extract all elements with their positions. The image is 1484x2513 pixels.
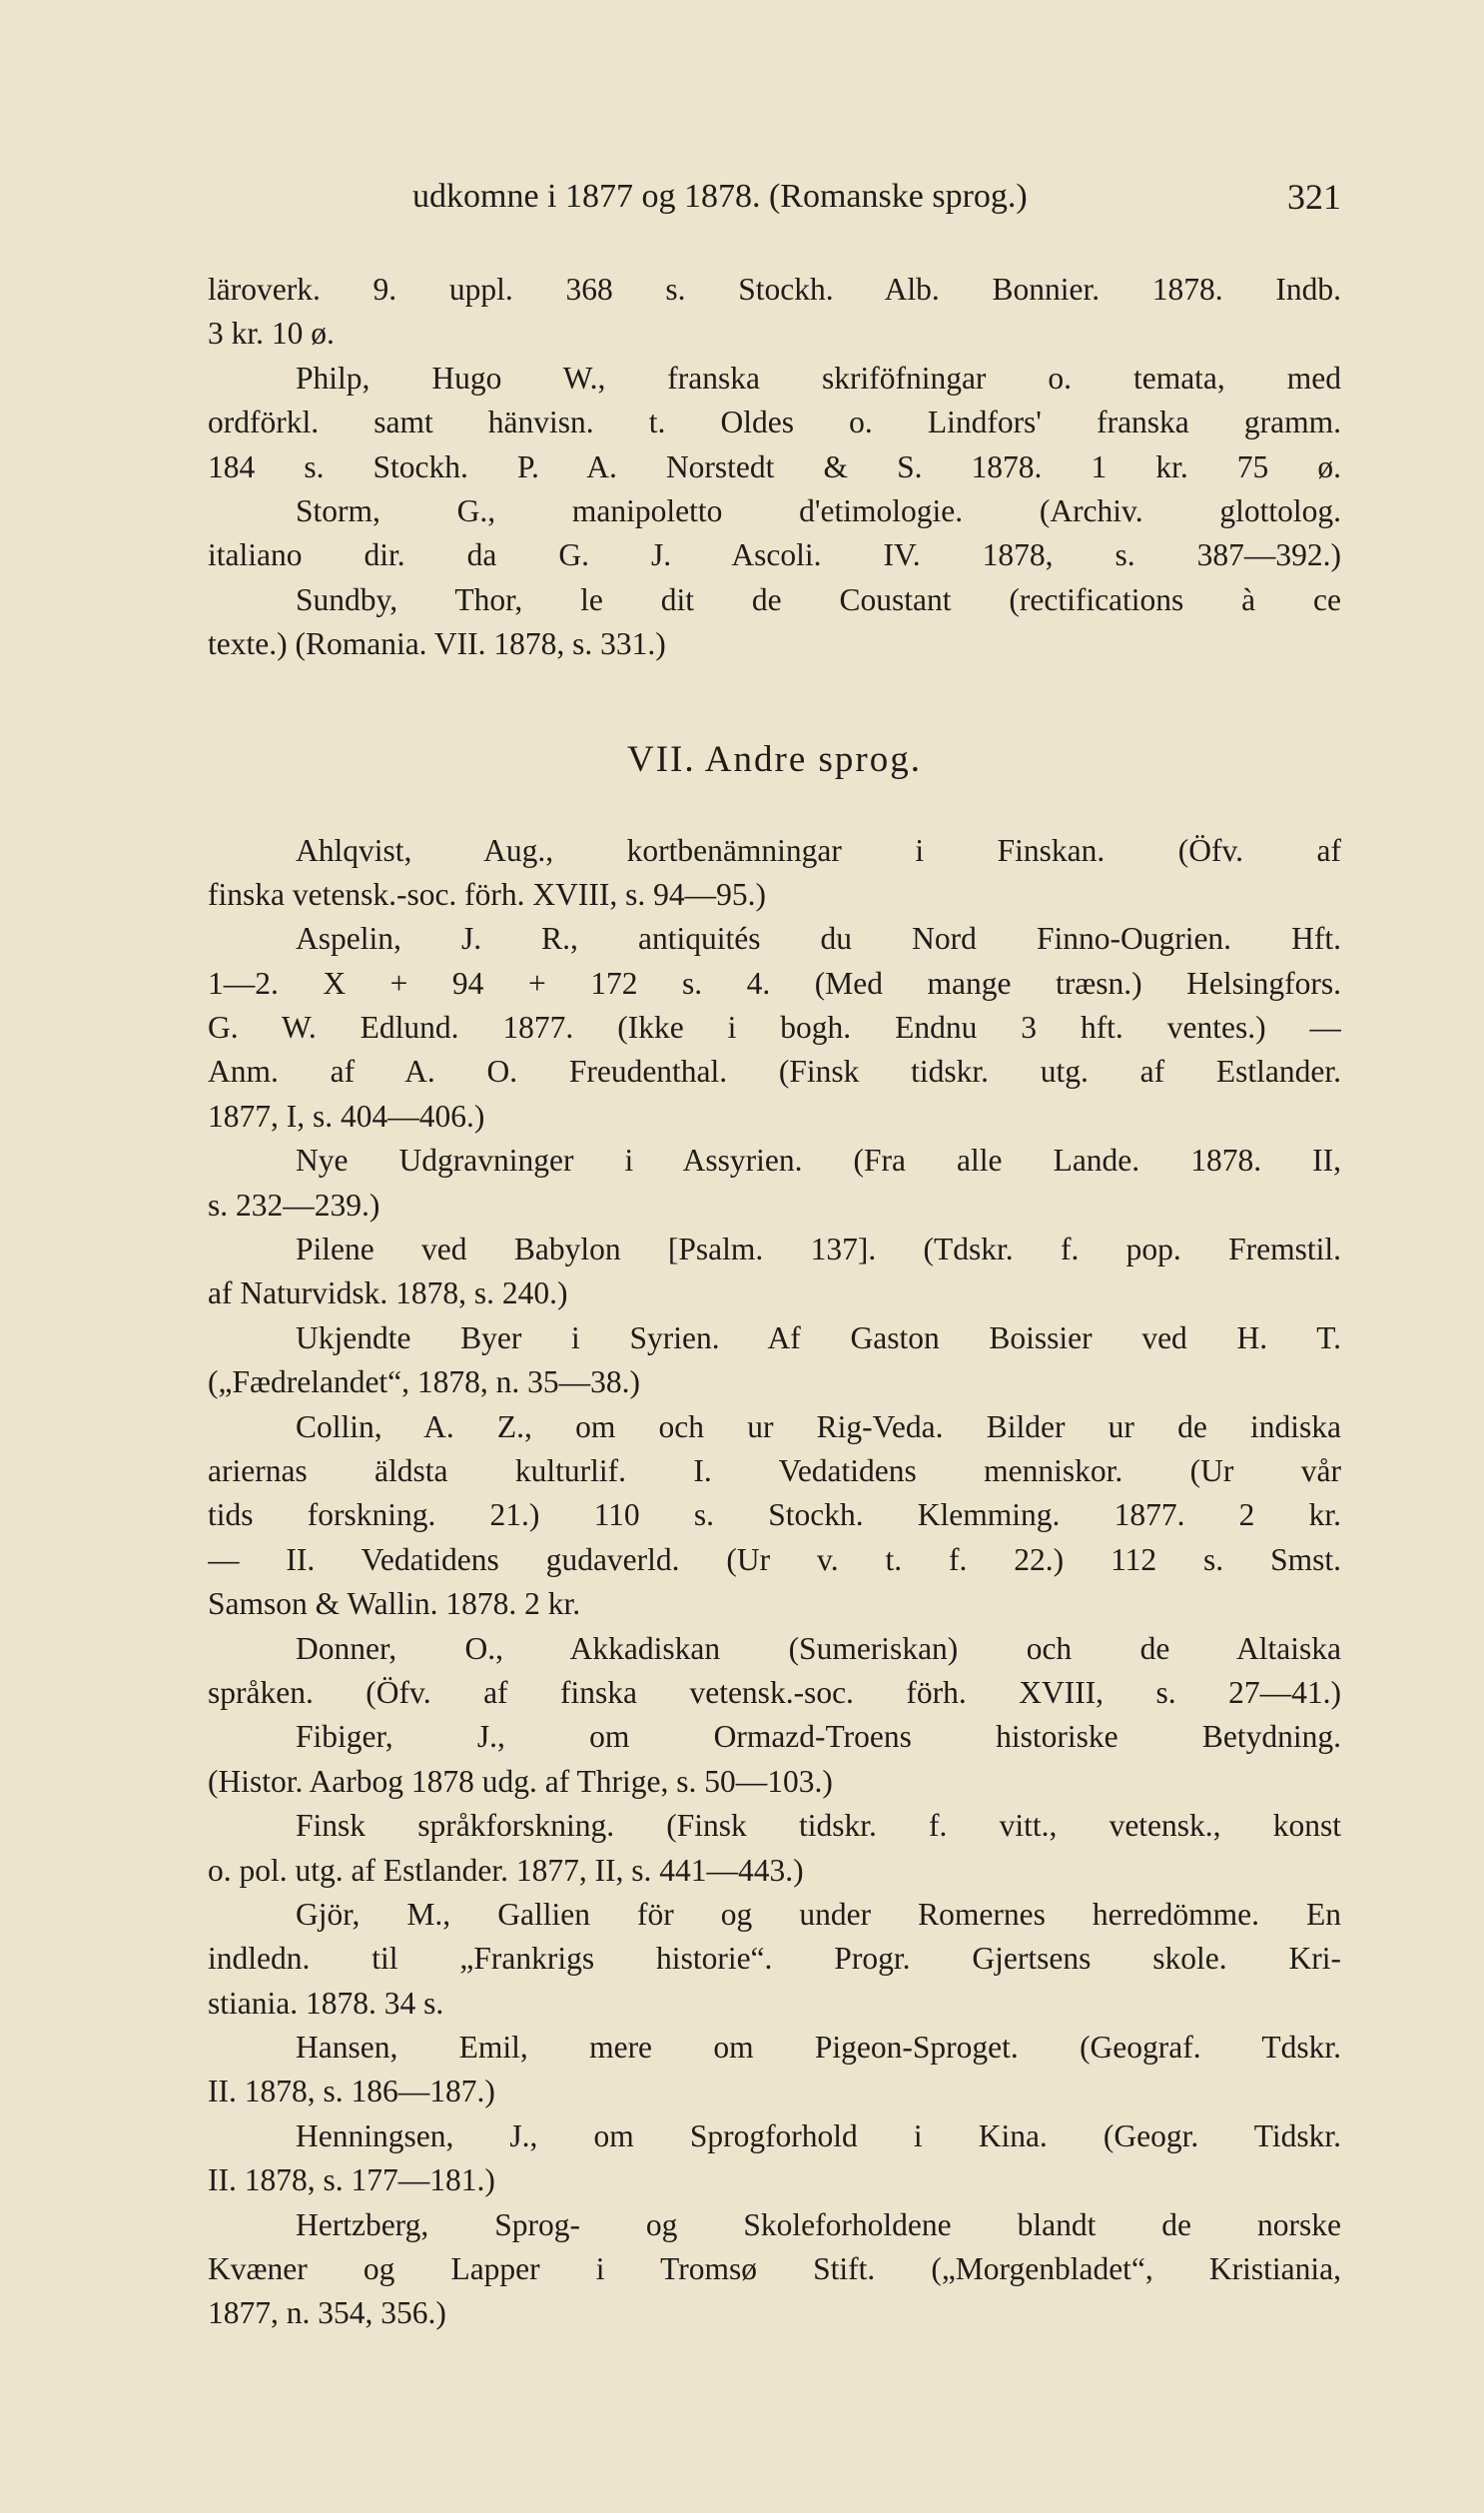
bibliography-entry: [208, 2203, 1341, 2336]
text-line: 1877, I, s. 404—406.): [208, 1098, 485, 1134]
page-number: 321: [1287, 177, 1341, 217]
text-line: Sundby, Thor, le dit de Coustant (rectifications à ce: [296, 581, 1341, 617]
bibliography-entry: [208, 489, 1341, 578]
text-line: Kvæner og Lapper i Tromsø Stift. („Morgenbladet“, Kristiania,: [208, 2251, 1341, 2287]
text-line: Henningsen, J., om Sprogforhold i Kina. (Geogr. Tidskr.: [296, 2117, 1341, 2153]
bibliography-entry: [208, 1228, 1341, 1316]
text-line: italiano dir. da G. J. Ascoli. IV. 1878, s. 387—392.): [208, 537, 1341, 573]
text-line: Anm. af A. O. Freudenthal. (Finsk tidskr. utg. af Estlander.: [208, 1054, 1341, 1090]
text-line: språken. (Öfv. af finska vetensk.-soc. förh. XVIII, s. 27—41.): [208, 1674, 1341, 1710]
bibliography-entry: [208, 1139, 1341, 1228]
text-line: finska vetensk.-soc. förh. XVIII, s. 94—95.): [208, 876, 767, 912]
page-header: [208, 172, 1341, 222]
text-line: Philp, Hugo W., franska skriföfningar o. temata, med: [296, 360, 1341, 396]
text-line: ariernas äldsta kulturlif. I. Vedatidens menniskor. (Ur vår: [208, 1452, 1341, 1488]
text-line: Aspelin, J. R., antiquités du Nord Finno-Ougrien. Hft.: [296, 921, 1341, 957]
bibliography-entry: [208, 1405, 1341, 1627]
text-line: Ukjendte Byer i Syrien. Af Gaston Boissier ved H. T.: [296, 1319, 1341, 1355]
text-line: 1877, n. 354, 356.): [208, 2295, 446, 2331]
text-line: Gjör, M., Gallien för og under Romernes herredömme. En: [296, 1896, 1341, 1932]
text-line: stiania. 1878. 34 s.: [208, 1985, 444, 2021]
text-line: Hertzberg, Sprog- og Skoleforholdene blandt de norske: [296, 2206, 1341, 2242]
bibliography-entry: [208, 1316, 1341, 1405]
running-title: udkomne i 1877 og 1878. (Romanske sprog.): [412, 178, 1028, 215]
bibliography-entry: [208, 268, 1341, 357]
text-line: Collin, A. Z., om och ur Rig-Veda. Bilder ur de indiska: [296, 1408, 1341, 1444]
text-line: Donner, O., Akkadiskan (Sumeriskan) och de Altaiska: [296, 1630, 1341, 1666]
text-line: Pilene ved Babylon [Psalm. 137]. (Tdskr. f. pop. Fremstil.: [296, 1232, 1341, 1267]
text-line: s. 232—239.): [208, 1187, 380, 1223]
text-line: Ahlqvist, Aug., kortbenämningar i Finskan. (Öfv. af: [296, 832, 1341, 868]
bibliography-entry: [208, 2026, 1341, 2114]
bibliography-entry: [208, 1715, 1341, 1804]
text-line: 1—2. X + 94 + 172 s. 4. (Med mange træsn.) Helsingfors.: [208, 965, 1341, 1001]
bibliography-entry: [208, 917, 1341, 1139]
text-line: II. 1878, s. 177—181.): [208, 2162, 495, 2198]
bibliography-entry: [208, 829, 1341, 918]
text-line: Finsk språkforskning. (Finsk tidskr. f. vitt., vetensk., konst: [296, 1808, 1341, 1844]
text-line: Storm, G., manipoletto d'etimologie. (Archiv. glottolog.: [296, 492, 1341, 528]
bibliography-entry: [208, 578, 1341, 667]
page-body: [208, 268, 1341, 2336]
text-line: af Naturvidsk. 1878, s. 240.): [208, 1275, 568, 1311]
text-line: Samson & Wallin. 1878. 2 kr.: [208, 1586, 581, 1622]
section-heading: VII. Andre sprog.: [626, 738, 922, 780]
bibliography-entry: [208, 1804, 1341, 1893]
text-line: 3 kr. 10 ø.: [208, 316, 335, 352]
text-line: Fibiger, J., om Ormazd-Troens historiske Betydning.: [296, 1719, 1341, 1755]
text-line: o. pol. utg. af Estlander. 1877, II, s. 441—443.): [208, 1852, 804, 1888]
text-line: tids forskning. 21.) 110 s. Stockh. Klemming. 1877. 2 kr.: [208, 1497, 1341, 1533]
text-line: (Histor. Aarbog 1878 udg. af Thrige, s. 50—103.): [208, 1763, 833, 1799]
text-line: Hansen, Emil, mere om Pigeon-Sproget. (Geograf. Tdskr.: [296, 2030, 1341, 2066]
text-line: texte.) (Romania. VII. 1878, s. 331.): [208, 626, 666, 662]
text-line: („Fædrelandet“, 1878, n. 35—38.): [208, 1364, 641, 1400]
text-line: 184 s. Stockh. P. A. Norstedt & S. 1878. 1 kr. 75 ø.: [208, 448, 1341, 484]
bibliography-entry: [208, 357, 1341, 489]
bibliography-entry: [208, 2114, 1341, 2203]
text-line: — II. Vedatidens gudaverld. (Ur v. t. f. 22.) 112 s. Smst.: [208, 1541, 1341, 1577]
text-line: indledn. til „Frankrigs historie“. Progr. Gjertsens skole. Kri-: [208, 1941, 1341, 1977]
text-line: läroverk. 9. uppl. 368 s. Stockh. Alb. Bonnier. 1878. Indb.: [208, 272, 1341, 307]
bibliography-entry: [208, 1893, 1341, 2026]
text-line: ordförkl. samt hänvisn. t. Oldes o. Lindfors' franska gramm.: [208, 405, 1341, 440]
text-line: II. 1878, s. 186—187.): [208, 2074, 495, 2109]
bibliography-entry: [208, 1627, 1341, 1716]
text-line: G. W. Edlund. 1877. (Ikke i bogh. Endnu 3 hft. ventes.) —: [208, 1010, 1341, 1046]
text-line: Nye Udgravninger i Assyrien. (Fra alle Lande. 1878. II,: [296, 1143, 1341, 1179]
